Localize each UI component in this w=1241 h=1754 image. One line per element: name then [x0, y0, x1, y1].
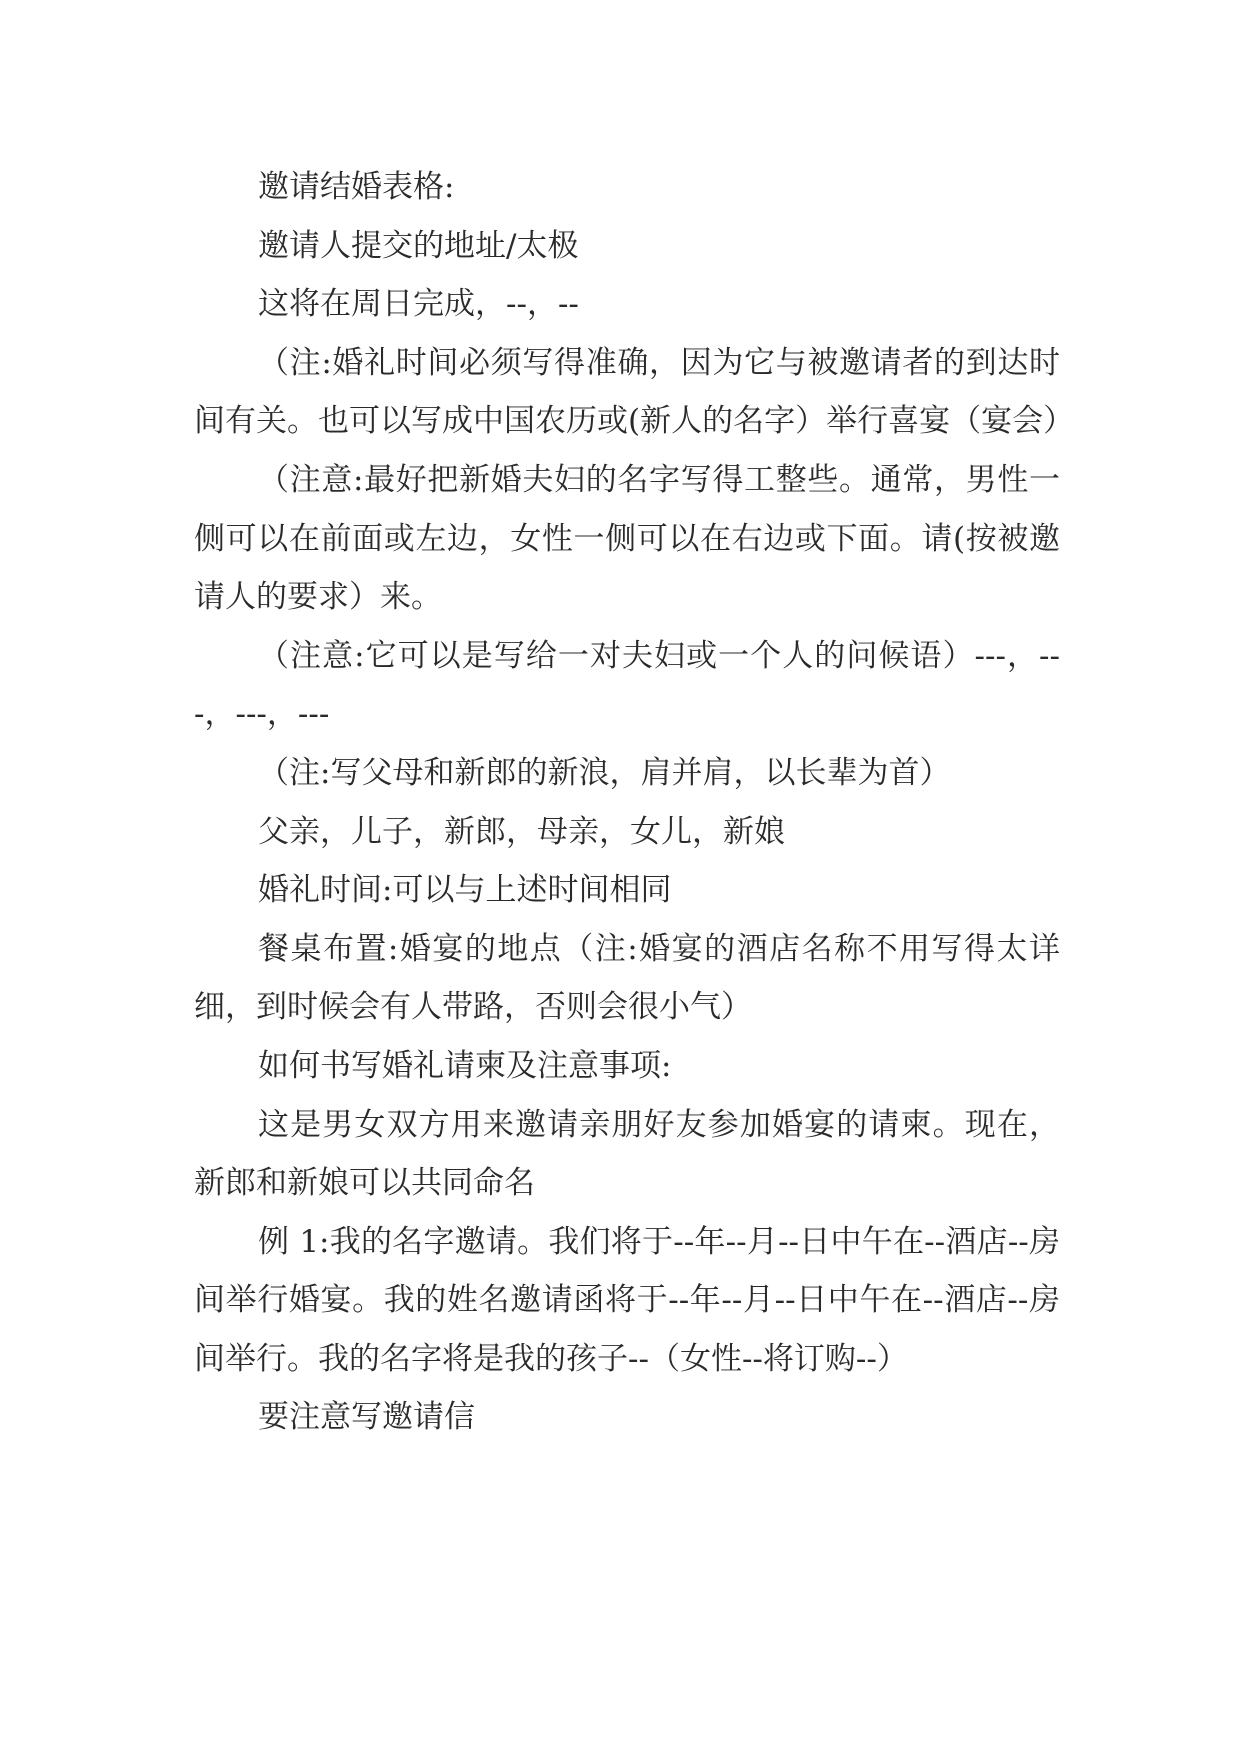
paragraph-note-greeting: （注意:它可以是写给一对夫妇或一个人的问候语）---，---，---，--- [194, 637, 1060, 733]
paragraph-inviter-address: 邀请人提交的地址/太极 [258, 227, 579, 264]
paragraph-family-roles: 父亲，儿子，新郎，母亲，女儿，新娘 [258, 813, 785, 850]
paragraph-note-parents: （注:写父母和新郎的新浪，肩并肩，以长辈为首） [258, 754, 951, 791]
paragraph-form-title: 邀请结婚表格: [258, 169, 455, 205]
document-page [194, 158, 1075, 1447]
paragraph-invitation-intro: 这是男女双方用来邀请亲朋好友参加婚宴的请柬。现在，新郎和新娘可以共同命名 [194, 1106, 1060, 1202]
paragraph-how-to-write: 如何书写婚礼请柬及注意事项: [258, 1047, 672, 1084]
paragraph-wedding-time: 婚礼时间:可以与上述时间相同 [258, 872, 672, 909]
paragraph-sunday: 这将在周日完成，--，-- [258, 286, 579, 323]
paragraph-closing-note: 要注意写邀请信 [258, 1399, 475, 1436]
paragraph-note-time: （注:婚礼时间必须写得准确，因为它与被邀请者的到达时间有关。也可以写成中国农历或(新人的名字）举行喜宴（宴会） [194, 344, 1075, 440]
paragraph-example-1: 例 1:我的名字邀请。我们将于--年--月--日中午在--酒店--房间举行婚宴。我的姓名邀请函将于--年--月--日中午在--酒店--房间举行。我的名字将是我的孩子--（女性--将订购--） [194, 1223, 1060, 1377]
paragraph-note-names: （注意:最好把新婚夫妇的名字写得工整些。通常，男性一侧可以在前面或左边，女性一侧可以在右边或下面。请(按被邀请人的要求）来。 [194, 461, 1060, 616]
paragraph-table-setting: 餐桌布置:婚宴的地点（注:婚宴的酒店名称不用写得太详细，到时候会有人带路，否则会很小气） [194, 930, 1060, 1026]
